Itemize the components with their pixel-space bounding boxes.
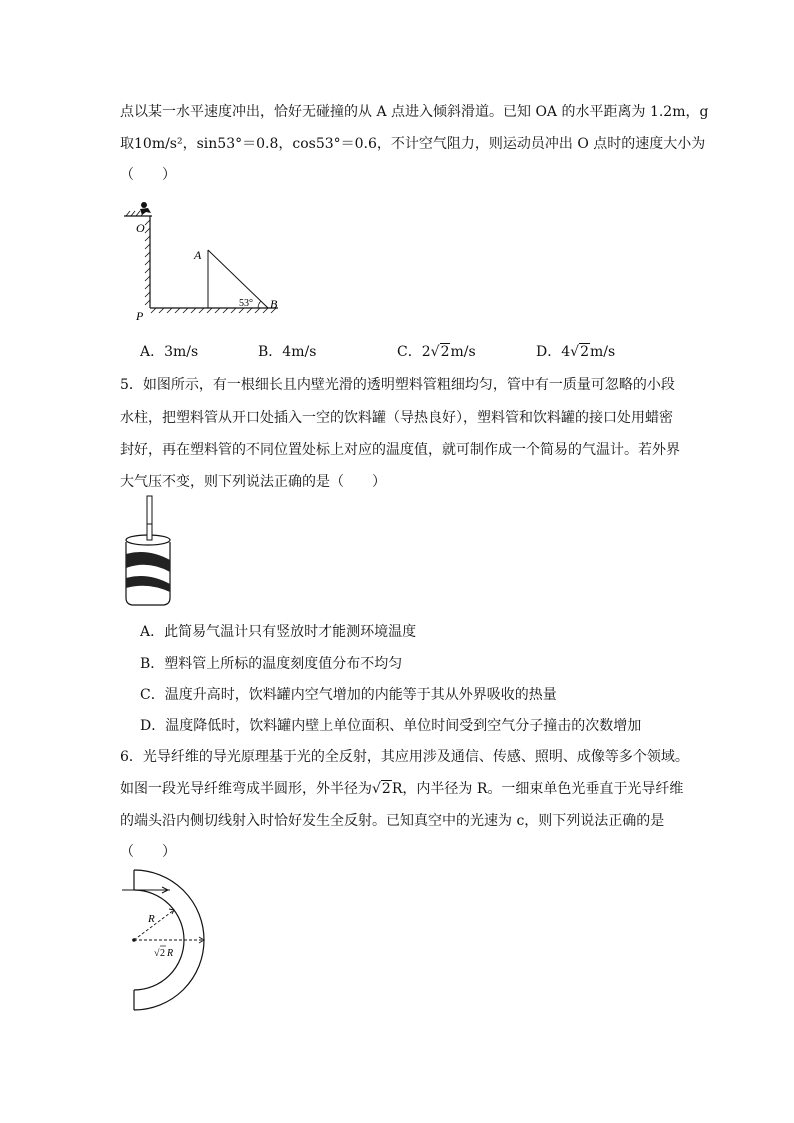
- q5-can-figure: [118, 494, 178, 610]
- q4-paren: （ ）: [120, 167, 176, 183]
- q6-line-1: 6．光导纤维的导光原理基于光的全反射，其应用涉及通信、传感、照明、成像等多个领域。: [120, 749, 689, 765]
- q6-line-3: 的端头沿内侧切线射入时恰好发生全反射。已知真空中的光速为 c，则下列说法正确的是: [120, 813, 665, 829]
- q4-option-a: A．3m/s: [140, 344, 199, 360]
- q6-line-2: 如图一段光导纤维弯成半圆形，外半径为√2R，内半径为 R。一细束单色光垂直于光导纤维: [120, 781, 684, 797]
- label-R: R: [148, 913, 155, 925]
- q5-line-1: 5．如图所示，有一根细长且内壁光滑的透明塑料管粗细均匀，管中有一质量可忽略的小段: [120, 377, 675, 393]
- label-P: P: [136, 309, 144, 323]
- athlete-icon: [140, 202, 151, 215]
- label-outer-R: R: [167, 948, 174, 959]
- label-A: A: [194, 248, 202, 262]
- q5-line-2: 水柱，把塑料管从开口处插入一空的饮料罐（导热良好），塑料管和饮料罐的接口处用蜡密: [120, 410, 673, 426]
- q4-line-2: 取10m/s²，sin53°＝0.8，cos53°＝0.6，不计空气阻力，则运动员冲出 O 点时的速度大小为: [120, 136, 706, 152]
- q6-fiber-figure: [118, 864, 228, 1014]
- q4-option-b: B．4m/s: [258, 344, 317, 360]
- label-sqrt-sign: √: [154, 948, 160, 959]
- label-O: O: [136, 221, 145, 235]
- q4-option-c: C．2√2m/s: [397, 344, 476, 360]
- q5-line-4: 大气压不变，则下列说法正确的是（ ）: [120, 474, 386, 490]
- label-outer-rad: 2: [160, 948, 165, 959]
- q6-paren: （ ）: [120, 844, 176, 860]
- q5-option-c: C．温度升高时，饮料罐内空气增加的内能等于其从外界吸收的热量: [140, 687, 557, 703]
- q4-option-d: D．4√2m/s: [536, 344, 616, 360]
- q5-option-a: A．此简易气温计只有竖放时才能测环境温度: [140, 624, 417, 640]
- q5-line-3: 封好，再在塑料管的不同位置处标上对应的温度值，就可制作成一个简易的气温计。若外界: [120, 442, 680, 458]
- q4-line-1: 点以某一水平速度冲出，恰好无碰撞的从 A 点进入倾斜滑道。已知 OA 的水平距离为 1.2m，g: [120, 104, 709, 120]
- q5-option-b: B．塑料管上所标的温度刻度值分布不均匀: [140, 656, 403, 672]
- q4-ramp-figure: [118, 196, 288, 326]
- label-B: B: [270, 297, 278, 311]
- q5-option-d: D．温度降低时，饮料罐内壁上单位面积、单位时间受到空气分子撞击的次数增加: [140, 718, 642, 734]
- label-angle: 53°: [239, 298, 253, 309]
